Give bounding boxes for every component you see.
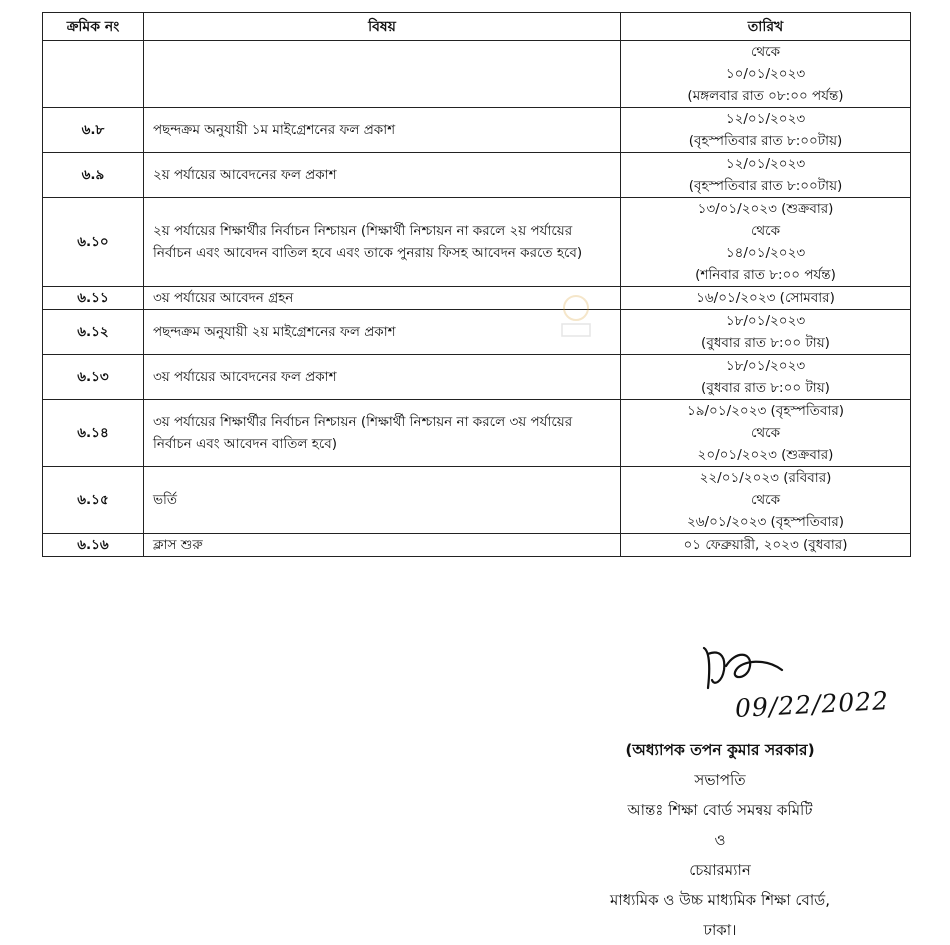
date-line: ১২/০১/২০২৩ <box>725 111 806 127</box>
schedule-table <box>42 12 911 557</box>
signatory-title: সভাপতি <box>694 771 746 789</box>
row-date <box>621 41 911 108</box>
date-line: ১৯/০১/২০২৩ (বৃহস্পতিবার) <box>686 403 845 419</box>
row-subject: পছন্দক্রম অনুযায়ী ২য় মাইগ্রেশনের ফল প্রকাশ <box>144 310 621 355</box>
table-row <box>43 310 911 355</box>
row-subject: ৩য় পর্যায়ের আবেদনের ফল প্রকাশ <box>144 355 621 400</box>
date-line: ১৮/০১/২০২৩ <box>725 313 806 329</box>
date-line: ১৩/০১/২০২৩ (শুক্রবার) <box>697 201 834 217</box>
row-serial: ৬.৮ <box>43 108 144 153</box>
table-row <box>43 467 911 534</box>
header-subject: বিষয় <box>144 13 621 41</box>
row-serial: ৬.৯ <box>43 153 144 198</box>
row-serial: ৬.১৩ <box>43 355 144 400</box>
row-subject: পছন্দক্রম অনুযায়ী ১ম মাইগ্রেশনের ফল প্রকাশ <box>144 108 621 153</box>
date-line: ১৪/০১/২০২৩ <box>725 245 806 261</box>
watermark-logo <box>556 292 596 340</box>
row-subject: ভর্তি <box>144 467 621 534</box>
date-line: ১২/০১/২০২৩ <box>725 156 806 172</box>
date-line: (বৃহস্পতিবার রাত ৮:০০টায়) <box>688 178 843 194</box>
date-line: (মঙ্গলবার রাত ০৮:০০ পর্যন্ত) <box>687 88 844 104</box>
table-row <box>43 400 911 467</box>
row-serial: ৬.১১ <box>43 287 144 310</box>
date-line: (বৃহস্পতিবার রাত ৮:০০টায়) <box>688 133 843 149</box>
header-row <box>43 13 911 41</box>
date-line: ২০/০১/২০২৩ (শুক্রবার) <box>697 447 834 463</box>
signature-date: 09/22/2022 <box>734 685 890 724</box>
row-serial: ৬.১০ <box>43 198 144 287</box>
row-subject <box>144 41 621 108</box>
header-date: তারিখ <box>621 13 911 41</box>
table-row <box>43 41 911 108</box>
row-serial: ৬.১২ <box>43 310 144 355</box>
row-date <box>621 400 911 467</box>
table-row <box>43 355 911 400</box>
row-date <box>621 287 911 310</box>
table-body <box>43 41 911 557</box>
date-line: ২৬/০১/২০২৩ (বৃহস্পতিবার) <box>686 514 845 530</box>
table-row <box>43 198 911 287</box>
row-date <box>621 198 911 287</box>
header-serial: ক্রমিক নং <box>43 13 144 41</box>
row-subject: ৩য় পর্যায়ের আবেদন গ্রহন <box>144 287 621 310</box>
row-date <box>621 153 911 198</box>
row-subject: ক্লাস শুরু <box>144 534 621 557</box>
row-serial: ৬.১৫ <box>43 467 144 534</box>
row-subject: ৩য় পর্যায়ের শিক্ষার্থীর নির্বাচন নিশ্চায়ন (শিক্ষার্থী নিশ্চায়ন না করলে ৩য় পর্যায়ের নির্বাচন এবং আবেদন বাতিল হবে) <box>144 400 621 467</box>
row-serial: ৬.১৪ <box>43 400 144 467</box>
date-line: থেকে <box>750 425 781 441</box>
row-serial <box>43 41 144 108</box>
row-date <box>621 310 911 355</box>
signatory-block <box>560 735 880 945</box>
committee-name: আন্তঃ শিক্ষা বোর্ড সমন্বয় কমিটি <box>627 801 813 819</box>
date-line: (শনিবার রাত ৮:০০ পর্যন্ত) <box>695 267 836 283</box>
row-date <box>621 467 911 534</box>
city-name: ঢাকা। <box>703 921 737 939</box>
row-subject: ২য় পর্যায়ের শিক্ষার্থীর নির্বাচন নিশ্চায়ন (শিক্ষার্থী নিশ্চায়ন না করলে ২য় পর্যায়ের নির্বাচন এবং আবেদন বাতিল হবে এবং তাকে পুনরায় ফিসহ আবেদন করতে হবে) <box>144 198 621 287</box>
date-line: ১৮/০১/২০২৩ <box>725 358 806 374</box>
conjunction: ও <box>714 831 726 849</box>
signatory-name: (অধ্যাপক তপন কুমার সরকার) <box>625 741 815 759</box>
date-line: (বুধবার রাত ৮:০০ টায়) <box>701 380 830 396</box>
row-date <box>621 108 911 153</box>
signatory-role: চেয়ারম্যান <box>689 861 751 879</box>
date-line: (বুধবার রাত ৮:০০ টায়) <box>701 335 830 351</box>
row-subject: ২য় পর্যায়ের আবেদনের ফল প্রকাশ <box>144 153 621 198</box>
date-line: থেকে <box>750 492 781 508</box>
date-line: ১৬/০১/২০২৩ (সোমবার) <box>696 290 835 306</box>
date-line: ২২/০১/২০২৩ (রবিবার) <box>699 470 832 486</box>
row-date <box>621 355 911 400</box>
table-row <box>43 153 911 198</box>
row-serial: ৬.১৬ <box>43 534 144 557</box>
table-row <box>43 287 911 310</box>
table-row <box>43 108 911 153</box>
table-row <box>43 534 911 557</box>
date-line: থেকে <box>750 44 781 60</box>
board-name: মাধ্যমিক ও উচ্চ মাধ্যমিক শিক্ষা বোর্ড, <box>610 891 830 909</box>
handwritten-signature <box>696 640 786 700</box>
date-line: ১০/০১/২০২৩ <box>725 66 806 82</box>
date-line: থেকে <box>750 223 781 239</box>
row-date <box>621 534 911 557</box>
date-line: ০১ ফেব্রুয়ারী, ২০২৩ (বুধবার) <box>683 537 848 553</box>
